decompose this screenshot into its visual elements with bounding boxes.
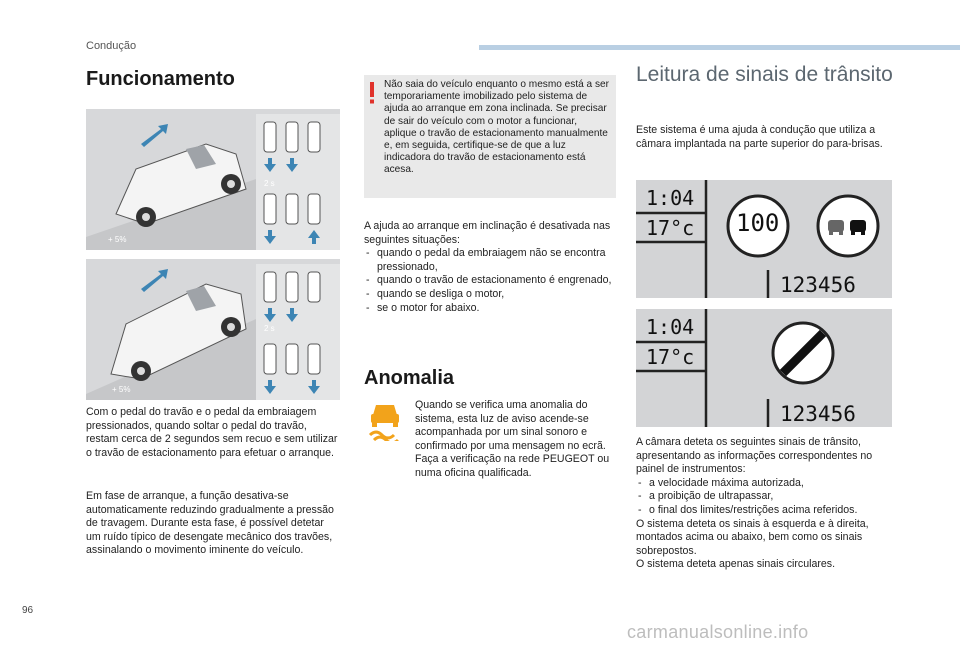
anomalia-title: Anomalia bbox=[364, 367, 455, 389]
funcionamento-paragraph-2: Em fase de arranque, a função desativa-se automaticamente reduzindo gradualmente a pressão de travagem. Durante esta fase, é possível detetar um ruído típico de desengate mecânico dos travões, assinalando o movimento iminente do veículo. bbox=[86, 490, 334, 557]
traffic-sign-title: Leitura de sinais de trânsito bbox=[636, 63, 893, 86]
clock-display: 1:04 bbox=[646, 186, 695, 210]
traffic-desc-intro: A câmara deteta os seguintes sinais de trânsito, apresentando as informações correspondentes no painel de instrumentos: bbox=[636, 436, 873, 476]
traffic-description bbox=[636, 436, 898, 572]
hill-start-illustration-1 bbox=[86, 109, 340, 250]
deactivation-list bbox=[364, 220, 619, 315]
list-item: - se o motor for abaixo. bbox=[364, 302, 619, 316]
list-item: - quando se desliga o motor, bbox=[364, 288, 619, 302]
list-item: - quando o travão de estacionamento é engrenado, bbox=[364, 274, 619, 288]
page-number: 96 bbox=[22, 605, 34, 616]
van-uphill-icon bbox=[86, 109, 340, 250]
van-uphill-steep-icon bbox=[86, 259, 340, 400]
traffic-desc-paragraph: O sistema deteta os sinais à esquerda e à direita, montados acima ou abaixo, bem como os sinais sobrepostos. bbox=[636, 517, 869, 557]
instrument-display-speed bbox=[636, 180, 892, 298]
instrument-display-end-restriction bbox=[636, 309, 892, 427]
traffic-desc-paragraph: O sistema deteta apenas sinais circulares. bbox=[636, 558, 836, 571]
no-overtaking-sign-icon bbox=[816, 194, 880, 258]
warning-text: Não saia do veículo enquanto o mesmo está a ser temporariamente imobilizado pelo sistema de ajuda ao arranque em zona inclinada. Se precisar de sair do veículo com o motor a funcionar, aplique o travão de estacionamento manualmente e, em seguida, certifique-se de que a luz indicadora do travão de estacionamento está acesa. bbox=[384, 79, 609, 176]
section-label: Condução bbox=[86, 40, 137, 52]
anomaly-text: Quando se verifica uma anomalia do sistema, esta luz de aviso acende-se acompanhada por um sinal sonoro e confirmado por uma mensagem no ecrã. Faça a verificação na rede PEUGEOT ou numa oficina qualificada. bbox=[415, 399, 610, 479]
odometer-display: 123456 bbox=[780, 402, 856, 426]
list-item: - a velocidade máxima autorizada, bbox=[636, 477, 898, 491]
hill-start-warning-light-icon bbox=[368, 399, 402, 441]
deactivation-intro: A ajuda ao arranque em inclinação é desativada nas seguintes situações: bbox=[364, 220, 611, 246]
exclamation-icon bbox=[369, 82, 375, 104]
warning-box bbox=[364, 75, 616, 198]
watermark: carmanualsonline.info bbox=[627, 622, 809, 642]
funcionamento-title: Funcionamento bbox=[86, 68, 235, 90]
traffic-intro: Este sistema é uma ajuda à condução que utiliza a câmara implantada na parte superior do para-brisas. bbox=[636, 124, 883, 150]
clock-display: 1:04 bbox=[646, 315, 695, 339]
hill-start-illustration-2 bbox=[86, 259, 340, 400]
temperature-display: 17°c bbox=[646, 345, 695, 369]
timer-label: 2 s bbox=[264, 324, 275, 333]
header-bar bbox=[479, 45, 960, 50]
list-item: - quando o pedal da embraiagem não se encontra pressionado, bbox=[364, 247, 619, 274]
funcionamento-paragraph-1: Com o pedal do travão e o pedal da embraiagem pressionados, quando soltar o pedal do travão, restam cerca de 2 segundos sem recuo e sem utilizar o travão de estacionamento para efetuar o arranque. bbox=[86, 406, 338, 459]
timer-label: 2 s bbox=[264, 179, 275, 188]
slope-label: + 5% bbox=[112, 385, 131, 394]
speed-limit-value: 100 bbox=[736, 209, 780, 237]
end-of-restrictions-sign-icon bbox=[771, 321, 835, 385]
list-item: - a proibição de ultrapassar, bbox=[636, 490, 898, 504]
temperature-display: 17°c bbox=[646, 216, 695, 240]
odometer-display: 123456 bbox=[780, 273, 856, 297]
list-item: - o final dos limites/restrições acima referidos. bbox=[636, 504, 898, 518]
slope-label: + 5% bbox=[108, 235, 127, 244]
